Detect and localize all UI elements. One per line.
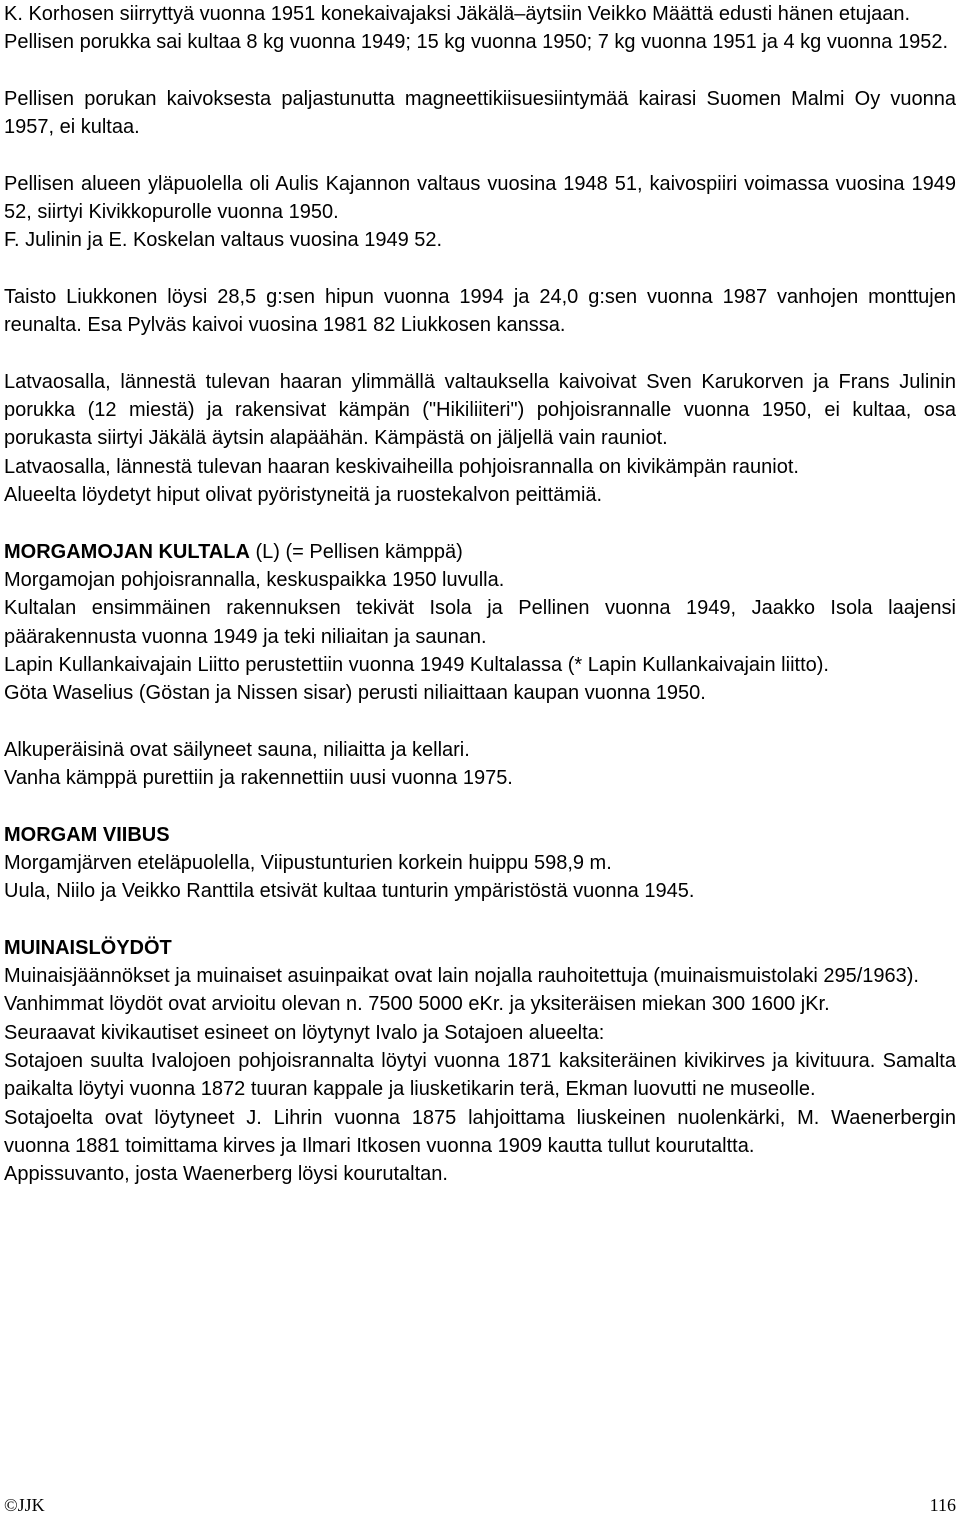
section-heading — [4, 821, 956, 849]
section-heading — [4, 934, 956, 962]
body-paragraph: Morgamjärven eteläpuolella, Viipustunturien korkein huippu 598,9 m. — [4, 851, 612, 874]
body-paragraph: Morgamojan pohjoisrannalla, keskuspaikka 1950 luvulla. — [4, 568, 505, 591]
paragraph-spacer — [4, 707, 956, 735]
body-paragraph: Göta Waselius (Göstan ja Nissen sisar) perusti niliaittaan kaupan vuonna 1950. — [4, 682, 706, 705]
body-paragraph: Lapin Kullankaivajain Liitto perustettiin vuonna 1949 Kultalassa (* Lapin Kullankaivajain liitto). — [4, 653, 829, 676]
body-paragraph: Latvaosalla, lännestä tulevan haaran ylimmällä valtauksella kaivoivat Sven Karukorven ja Frans Julinin porukka (12 miestä) ja rakensivat kämpän ("Hikiliiteri") pohjoisrannalle vuonna 1950, ei kultaa, osa porukasta siirtyi Jäkälä äytsin alapäähän. Kämpästä on jäljellä vain rauniot. — [4, 370, 956, 450]
body-paragraph: Latvaosalla, lännestä tulevan haaran keskivaiheilla pohjoisrannalla on kivikämpän rauniot. — [4, 455, 799, 478]
body-paragraph: Seuraavat kivikautiset esineet on löytynyt Ivalo ja Sotajoen alueelta: — [4, 1021, 605, 1044]
body-paragraph: Sotajoen suulta Ivalojoen pohjoisrannalta löytyi vuonna 1871 kaksiteräinen kivikirves ja kivituura. Samalta paikalta löytyi vuonna 1872 tuuran kappale ja liusketikarin terä, Ekman luovutti ne museolle. — [4, 1049, 956, 1101]
paragraph-spacer — [4, 57, 956, 85]
body-paragraph: Alkuperäisinä ovat säilyneet sauna, niliaitta ja kellari. — [4, 738, 470, 761]
paragraph-spacer — [4, 340, 956, 368]
document-page — [4, 0, 956, 1188]
body-paragraph: Uula, Niilo ja Veikko Ranttila etsivät kultaa tunturin ympäristöstä vuonna 1945. — [4, 880, 695, 903]
paragraph-spacer — [4, 509, 956, 537]
section-heading-title: MORGAMOJAN KULTALA — [4, 540, 250, 563]
body-paragraph: K. Korhosen siirryttyä vuonna 1951 konekaivajaksi Jäkälä–äytsiin Veikko Määttä edusti hänen etujaan. — [4, 3, 911, 25]
copyright-text: ©JJK — [4, 1495, 45, 1515]
body-paragraph: Alueelta löydetyt hiput olivat pyöristyneitä ja ruostekalvon peittämiä. — [4, 484, 603, 507]
paragraph-spacer — [4, 906, 956, 934]
body-paragraph: Kultalan ensimmäinen rakennuksen tekivät Isola ja Pellinen vuonna 1949, Jaakko Isola laajensi päärakennusta vuonna 1949 ja teki niliaitan ja saunan. — [4, 597, 956, 648]
body-paragraph: Muinaisjäännökset ja muinaiset asuinpaikat ovat lain nojalla rauhoitettuja (muinaismuistolaki 295/1963). — [4, 965, 919, 988]
page-number: 116 — [929, 1495, 956, 1515]
body-paragraph: Vanha kämppä purettiin ja rakennettiin uusi vuonna 1975. — [4, 767, 513, 790]
section-heading-title: MORGAM VIIBUS — [4, 823, 170, 846]
section-heading-title: MUINAISLÖYDÖT — [4, 936, 172, 959]
paragraph-spacer — [4, 792, 956, 820]
body-paragraph: Appissuvanto, josta Waenerberg löysi kourutaltan. — [4, 1163, 448, 1186]
body-paragraph: Vanhimmat löydöt ovat arvioitu olevan n. 7500 5000 eKr. ja yksiteräisen miekan 300 1600 jKr. — [4, 993, 830, 1016]
body-paragraph: Taisto Liukkonen löysi 28,5 g:sen hipun vuonna 1994 ja 24,0 g:sen vuonna 1987 vanhojen monttujen reunalta. Esa Pylväs kaivoi vuosina 1981 82 Liukkosen kanssa. — [4, 285, 956, 337]
body-paragraph: Pellisen porukan kaivoksesta paljastunutta magneettikiisuesiintymää kairasi Suomen Malmi Oy vuonna 1957, ei kultaa. — [4, 87, 956, 139]
body-paragraph: Pellisen alueen yläpuolella oli Aulis Kajannon valtaus vuosina 1948 51, kaivospiiri voimassa vuosina 1949 52, siirtyi Kivikkopurolle vuonna 1950. — [4, 172, 956, 224]
section-heading-note: (L) (= Pellisen kämppä) — [249, 540, 463, 563]
body-paragraph: Pellisen porukka sai kultaa 8 kg vuonna 1949; 15 kg vuonna 1950; 7 kg vuonna 1951 ja 4 kg vuonna 1952. — [4, 31, 949, 54]
paragraph-spacer — [4, 141, 956, 169]
body-paragraph: F. Julinin ja E. Koskelan valtaus vuosina 1949 52. — [4, 229, 443, 252]
paragraph-spacer — [4, 255, 956, 283]
section-heading — [4, 538, 956, 566]
body-paragraph: Sotajoelta ovat löytyneet J. Lihrin vuonna 1875 lahjoittama liuskeinen nuolenkärki, M. Waenerbergin vuonna 1881 toimittama kirves ja Ilmari Itkosen vuonna 1909 kautta tullut kourutaltta. — [4, 1106, 956, 1157]
